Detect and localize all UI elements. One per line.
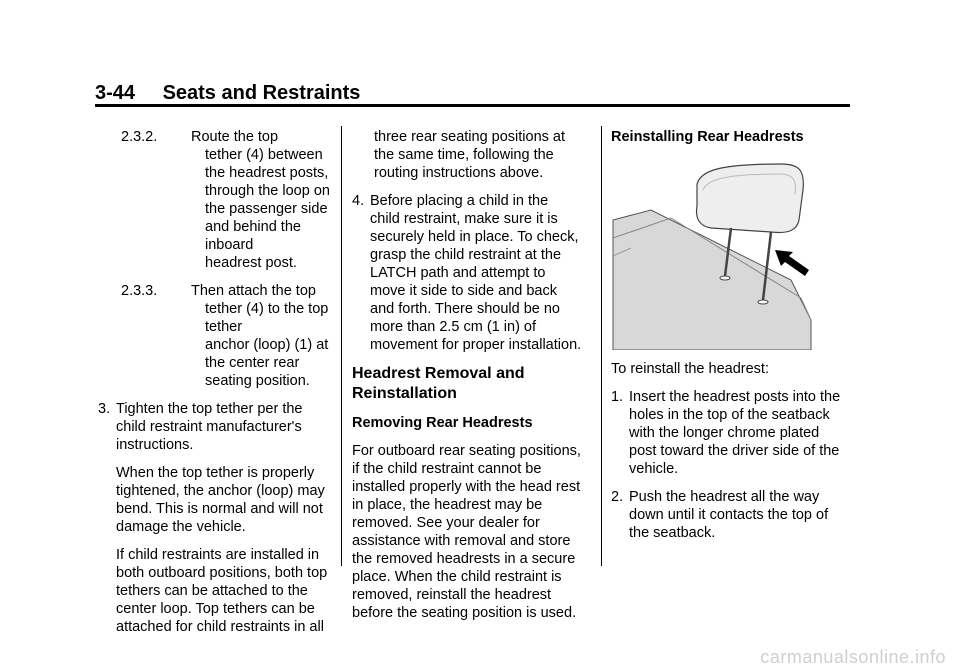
section-title: Seats and Restraints [162, 82, 361, 104]
text-line: Tighten the top tether per the [116, 401, 303, 417]
text-line: tether (4) to the top [205, 301, 329, 317]
text-line: anchor (loop) (1) at [205, 337, 329, 353]
text-line: tether [205, 319, 243, 335]
text-line: securely held in place. To check, [370, 229, 579, 245]
text-line: installed properly with the head rest [352, 479, 581, 495]
text-line: Before placing a child in the [370, 193, 549, 209]
text-line: if the child restraint cannot be [352, 461, 542, 477]
step-label: 1. [611, 389, 624, 405]
subheading-reinstalling: Reinstalling Rear Headrests [611, 129, 804, 145]
text-line: grasp the child restraint at the [370, 247, 562, 263]
reinstall-step-2 [611, 488, 851, 542]
column-divider-1 [341, 126, 342, 566]
page-number: 3-44 [95, 82, 136, 104]
text-line: the center rear [205, 355, 300, 371]
text-line: before the seating position is used. [352, 605, 577, 621]
column-2 [352, 128, 590, 622]
text-line: If child restraints are installed in [116, 547, 320, 563]
text-line: the removed headrests in a secure [352, 551, 576, 567]
text-line: holes in the top of the seatback [629, 407, 830, 423]
substep-label: 2.3.2. [121, 129, 158, 145]
text-line: attached for child restraints in all [116, 619, 324, 635]
text-line: move it side to side and back [370, 283, 557, 299]
text-line: For outboard rear seating positions, [352, 443, 581, 459]
text-line: more than 2.5 cm (1 in) of [370, 319, 537, 335]
text-line: damage the vehicle. [116, 519, 246, 535]
headrest-seatback-icon [611, 160, 817, 350]
text-line: down until it contacts the top of [629, 507, 829, 523]
text-line: post toward the driver side of the [629, 443, 840, 459]
text-line: Insert the headrest posts into the [629, 389, 841, 405]
text-line: and behind the [205, 219, 301, 235]
headrest-illustration [611, 160, 817, 350]
text-line: removed, reinstall the headrest [352, 587, 552, 603]
paragraph-removing [352, 442, 590, 622]
text-line: assistance with removal and store [352, 533, 571, 549]
text-line: in place, the headrest may be [352, 497, 543, 513]
text-line: LATCH path and attempt to [370, 265, 546, 281]
text-line: Route the top [191, 129, 279, 145]
text-line: routing instructions above. [374, 165, 544, 181]
text-line: the seatback. [629, 525, 716, 541]
text-line: tightened, the anchor (loop) may [116, 483, 325, 499]
text-line: Push the headrest all the way [629, 489, 820, 505]
continued-paragraph [352, 128, 590, 182]
text-line: the passenger side [205, 201, 328, 217]
text-line: center loop. Top tethers can be [116, 601, 315, 617]
text-line: headrest post. [205, 255, 297, 271]
text-line: the headrest posts, [205, 165, 329, 181]
substep-2-3-3 [98, 282, 332, 390]
substep-label: 2.3.3. [121, 283, 158, 299]
text-line: bend. This is normal and will not [116, 501, 323, 517]
heading-line: Headrest Removal and [352, 365, 525, 382]
paragraph-outboard-note [98, 546, 332, 636]
text-line: place. When the child restraint is [352, 569, 562, 585]
intro-text: To reinstall the headrest: [611, 361, 769, 377]
text-line: tethers can be attached to the [116, 583, 308, 599]
text-line: child restraint, make sure it is [370, 211, 558, 227]
text-line: When the top tether is properly [116, 465, 315, 481]
page-header [95, 82, 360, 105]
column-3 [611, 128, 851, 542]
text-line: seating position. [205, 373, 310, 389]
heading-line: Reinstallation [352, 385, 457, 402]
text-line: vehicle. [629, 461, 679, 477]
text-line: with the longer chrome plated [629, 425, 820, 441]
text-line: movement for proper installation. [370, 337, 582, 353]
text-line: instructions. [116, 437, 194, 453]
text-line: child restraint manufacturer's [116, 419, 302, 435]
text-line: tether (4) between [205, 147, 323, 163]
text-line: through the loop on [205, 183, 330, 199]
substep-2-3-2 [98, 128, 332, 272]
text-line: and forth. There should be no [370, 301, 560, 317]
step-label: 4. [352, 193, 365, 209]
text-line: both outboard positions, both top [116, 565, 328, 581]
step-3 [98, 400, 332, 454]
text-line: inboard [205, 237, 254, 253]
section-heading [352, 364, 590, 404]
step-label: 2. [611, 489, 624, 505]
column-divider-2 [601, 126, 602, 566]
text-line: three rear seating positions at [374, 129, 566, 145]
step-label: 3. [98, 401, 111, 417]
text-line: removed. See your dealer for [352, 515, 540, 531]
paragraph-tether-note [98, 464, 332, 536]
header-rule [95, 104, 850, 107]
step-4 [352, 192, 590, 354]
subheading-removing: Removing Rear Headrests [352, 415, 533, 431]
text-line: the same time, following the [374, 147, 554, 163]
watermark: carmanualsonline.info [760, 647, 946, 667]
reinstall-step-1 [611, 388, 851, 478]
column-1 [98, 128, 332, 636]
text-line: Then attach the top [191, 283, 316, 299]
